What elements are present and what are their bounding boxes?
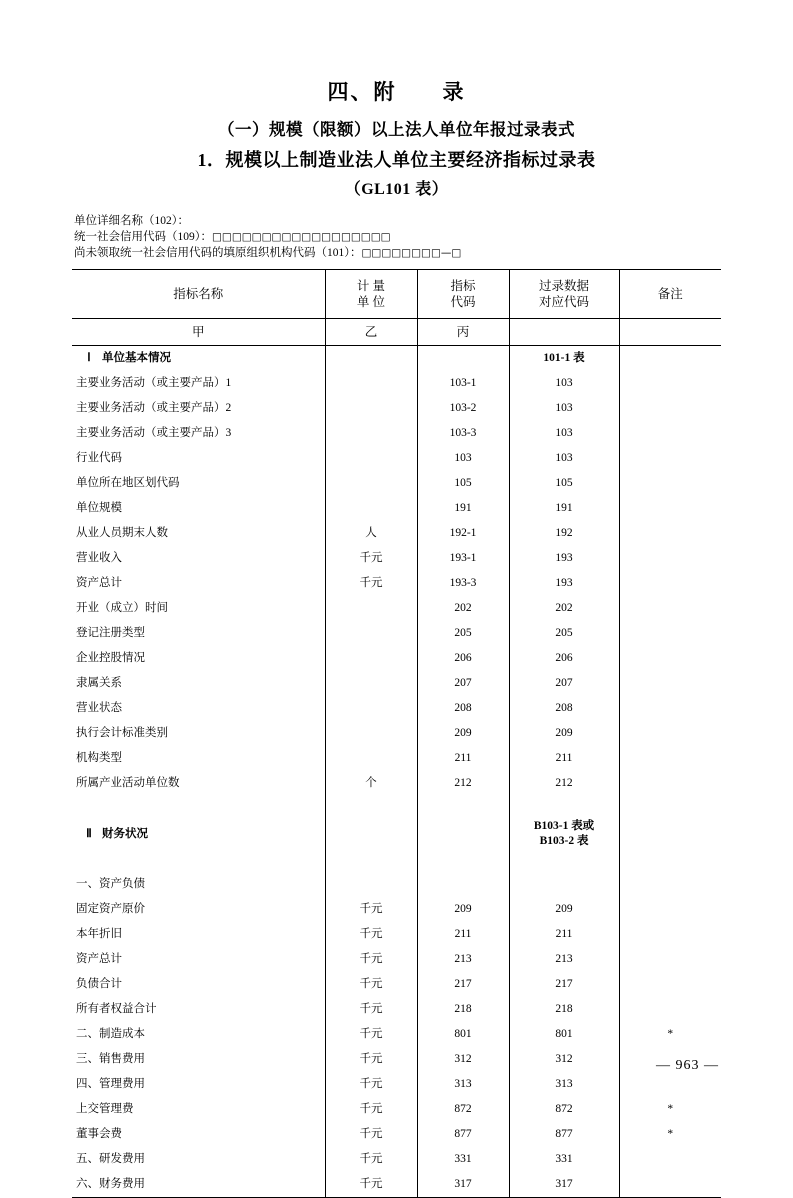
table-row	[72, 1047, 721, 1072]
row-note	[619, 746, 721, 771]
row-code: 217	[417, 972, 509, 997]
row-note	[619, 997, 721, 1022]
row-indicator-name: 本年折旧	[72, 922, 325, 947]
letter-cell: 乙	[325, 319, 417, 346]
table-row	[72, 922, 721, 947]
row-code: 205	[417, 621, 509, 646]
col-header-unit	[325, 270, 417, 319]
row-code: 206	[417, 646, 509, 671]
row-note	[619, 371, 721, 396]
row-mapping-code: 103	[509, 371, 619, 396]
row-mapping-code: 877	[509, 1122, 619, 1147]
row-indicator-name: 六、财务费用	[72, 1172, 325, 1198]
row-mapping-code: 207	[509, 671, 619, 696]
row-note	[619, 1147, 721, 1172]
row-code: 211	[417, 922, 509, 947]
row-unit	[325, 346, 417, 372]
row-unit	[325, 646, 417, 671]
row-note	[619, 972, 721, 997]
row-indicator-name: 资产总计	[72, 571, 325, 596]
row-code: 208	[417, 696, 509, 721]
row-unit	[325, 446, 417, 471]
row-unit	[325, 872, 417, 897]
row-note	[619, 721, 721, 746]
letter-cell: 丙	[417, 319, 509, 346]
row-note	[619, 521, 721, 546]
table-row	[72, 1172, 721, 1198]
org-code-boxes[interactable]: □□□□□□□□—□	[361, 247, 462, 259]
row-section-label: Ⅱ	[86, 827, 92, 840]
row-indicator-name: 主要业务活动（或主要产品）3	[72, 421, 325, 446]
table-body	[72, 319, 721, 1198]
row-indicator-name: 五、研发费用	[72, 1147, 325, 1172]
row-mapping-line: B103-1 表或	[533, 820, 595, 832]
row-section-text: 财务状况	[102, 827, 148, 840]
row-unit: 千元	[325, 1147, 417, 1172]
table-row	[72, 671, 721, 696]
row-unit	[325, 817, 417, 851]
table-row	[72, 997, 721, 1022]
row-note	[619, 421, 721, 446]
row-indicator-name: 隶属关系	[72, 671, 325, 696]
row-unit: 千元	[325, 922, 417, 947]
row-unit: 千元	[325, 1172, 417, 1198]
row-mapping-code: 331	[509, 1147, 619, 1172]
row-note	[619, 596, 721, 621]
row-code: 317	[417, 1172, 509, 1198]
row-note	[619, 396, 721, 421]
row-unit	[325, 746, 417, 771]
row-unit	[325, 596, 417, 621]
row-unit: 千元	[325, 1097, 417, 1122]
row-note	[619, 947, 721, 972]
row-mapping-code: 209	[509, 897, 619, 922]
row-mapping-code: 218	[509, 997, 619, 1022]
row-mapping-code: 872	[509, 1097, 619, 1122]
table-spacer-row	[72, 796, 721, 817]
row-unit: 人	[325, 521, 417, 546]
table-row	[72, 396, 721, 421]
col-header-indicator-name: 指标名称	[72, 270, 325, 319]
row-indicator-name: 上交管理费	[72, 1097, 325, 1122]
row-code: 202	[417, 596, 509, 621]
row-note	[619, 872, 721, 897]
row-indicator-name: 固定资产原价	[72, 897, 325, 922]
row-code	[417, 346, 509, 372]
row-code: 312	[417, 1047, 509, 1072]
table-row	[72, 721, 721, 746]
row-code: 193-1	[417, 546, 509, 571]
row-mapping-code: 217	[509, 972, 619, 997]
row-note	[619, 446, 721, 471]
row-mapping-code	[509, 817, 619, 851]
row-code: 209	[417, 721, 509, 746]
meta-line-unit-name: 单位详细名称（102）：	[74, 215, 189, 227]
table-row	[72, 471, 721, 496]
row-code: 218	[417, 997, 509, 1022]
row-note	[619, 671, 721, 696]
row-mapping-code: 202	[509, 596, 619, 621]
row-code: 192-1	[417, 521, 509, 546]
row-note	[619, 546, 721, 571]
row-unit: 千元	[325, 947, 417, 972]
row-note	[619, 496, 721, 521]
col-header-mapping-line1: 过录数据	[538, 279, 589, 293]
row-indicator-name: 从业人员期末人数	[72, 521, 325, 546]
row-code: 213	[417, 947, 509, 972]
row-indicator-name: 行业代码	[72, 446, 325, 471]
row-section-label: Ⅰ	[87, 352, 91, 364]
col-header-mapping-line2: 对应代码	[538, 295, 589, 309]
row-mapping-code: 191	[509, 496, 619, 521]
row-indicator-name: 一、资产负债	[72, 872, 325, 897]
col-header-note: 备注	[619, 270, 721, 319]
row-note	[619, 621, 721, 646]
table-row	[72, 872, 721, 897]
row-note	[619, 897, 721, 922]
row-mapping-code: 193	[509, 571, 619, 596]
table-row	[72, 496, 721, 521]
row-indicator-name: 主要业务活动（或主要产品）1	[72, 371, 325, 396]
row-mapping-code: 209	[509, 721, 619, 746]
page-title: 四、附 录	[327, 80, 466, 104]
row-note	[619, 922, 721, 947]
row-note	[619, 471, 721, 496]
row-indicator-name: 开业（成立）时间	[72, 596, 325, 621]
row-indicator-name: 四、管理费用	[72, 1072, 325, 1097]
credit-code-boxes[interactable]: □□□□□□□□□□□□□□□□□□	[212, 231, 391, 243]
row-unit: 千元	[325, 571, 417, 596]
table-row	[72, 546, 721, 571]
row-unit: 千元	[325, 1047, 417, 1072]
row-note: *	[619, 1097, 721, 1122]
row-unit	[325, 671, 417, 696]
row-unit	[325, 721, 417, 746]
row-unit: 千元	[325, 972, 417, 997]
row-code: 801	[417, 1022, 509, 1047]
row-indicator-name: 执行会计标准类别	[72, 721, 325, 746]
row-indicator-name: 主要业务活动（或主要产品）2	[72, 396, 325, 421]
table-row	[72, 947, 721, 972]
row-mapping-code: 103	[509, 446, 619, 471]
row-unit	[325, 496, 417, 521]
page-number: — 963 —	[656, 1058, 719, 1073]
row-indicator-name: 机构类型	[72, 746, 325, 771]
row-code: 103-1	[417, 371, 509, 396]
table-row	[72, 1122, 721, 1147]
row-mapping-code: 212	[509, 771, 619, 796]
row-indicator-name: 营业状态	[72, 696, 325, 721]
row-mapping-code: 101-1 表	[509, 346, 619, 372]
col-header-code-line1: 指标	[450, 279, 476, 293]
table-row	[72, 621, 721, 646]
indicator-table	[72, 269, 721, 1198]
table-row	[72, 446, 721, 471]
row-unit: 千元	[325, 546, 417, 571]
row-mapping-code: 211	[509, 922, 619, 947]
row-indicator-name: 所有者权益合计	[72, 997, 325, 1022]
row-code	[417, 817, 509, 851]
row-code: 103-3	[417, 421, 509, 446]
row-indicator-name: 负债合计	[72, 972, 325, 997]
row-indicator-name: 单位所在地区划代码	[72, 471, 325, 496]
row-mapping-code: 205	[509, 621, 619, 646]
row-code: 105	[417, 471, 509, 496]
col-header-unit-line2: 单 位	[356, 295, 386, 309]
row-note	[619, 346, 721, 372]
table-row	[72, 817, 721, 851]
table-row	[72, 371, 721, 396]
row-unit: 千元	[325, 1072, 417, 1097]
row-code: 872	[417, 1097, 509, 1122]
table-row	[72, 421, 721, 446]
row-note	[619, 696, 721, 721]
table-letter-row	[72, 319, 721, 346]
row-unit	[325, 621, 417, 646]
row-note	[619, 817, 721, 851]
org-code-label: 尚未领取统一社会信用代码的填原组织机构代码（101）：	[74, 247, 362, 259]
letter-cell: 甲	[72, 319, 325, 346]
col-header-code	[417, 270, 509, 319]
table-row	[72, 972, 721, 997]
row-mapping-code: 206	[509, 646, 619, 671]
table-row	[72, 521, 721, 546]
meta-line-org-code	[74, 245, 721, 261]
letter-cell	[619, 319, 721, 346]
table-spacer-row	[72, 851, 721, 872]
row-mapping-code: 193	[509, 546, 619, 571]
row-indicator-name: 三、销售费用	[72, 1047, 325, 1072]
table-row	[72, 1097, 721, 1122]
row-note	[619, 1172, 721, 1198]
row-note	[619, 646, 721, 671]
row-code: 193-3	[417, 571, 509, 596]
table-row	[72, 771, 721, 796]
row-note: *	[619, 1022, 721, 1047]
row-unit: 个	[325, 771, 417, 796]
row-code	[417, 872, 509, 897]
table-row	[72, 646, 721, 671]
row-section-text: 单位基本情况	[102, 352, 171, 364]
row-unit: 千元	[325, 897, 417, 922]
row-mapping-code: 313	[509, 1072, 619, 1097]
table-row	[72, 1147, 721, 1172]
row-note: *	[619, 1122, 721, 1147]
row-note	[619, 571, 721, 596]
row-code: 209	[417, 897, 509, 922]
row-mapping-code: 312	[509, 1047, 619, 1072]
row-code: 103-2	[417, 396, 509, 421]
row-mapping-code: 801	[509, 1022, 619, 1047]
row-mapping-code: 192	[509, 521, 619, 546]
row-note	[619, 771, 721, 796]
row-code: 103	[417, 446, 509, 471]
table-row	[72, 346, 721, 372]
row-indicator-name: 董事会费	[72, 1122, 325, 1147]
row-indicator-name: 资产总计	[72, 947, 325, 972]
meta-line-credit-code	[74, 229, 721, 245]
row-indicator-name	[72, 346, 325, 372]
row-code: 211	[417, 746, 509, 771]
col-header-code-line2: 代码	[450, 295, 476, 309]
row-indicator-name: 二、制造成本	[72, 1022, 325, 1047]
row-code: 212	[417, 771, 509, 796]
table-row	[72, 1072, 721, 1097]
row-indicator-name: 登记注册类型	[72, 621, 325, 646]
row-unit	[325, 421, 417, 446]
form-meta	[74, 213, 721, 261]
row-code: 331	[417, 1147, 509, 1172]
row-mapping-code: 208	[509, 696, 619, 721]
credit-code-label: 统一社会信用代码（109）：	[74, 231, 212, 243]
row-unit: 千元	[325, 1022, 417, 1047]
table-row	[72, 746, 721, 771]
row-unit	[325, 396, 417, 421]
row-mapping-code	[509, 872, 619, 897]
row-indicator-name: 企业控股情况	[72, 646, 325, 671]
row-mapping-code: 213	[509, 947, 619, 972]
table-row	[72, 696, 721, 721]
table-row	[72, 897, 721, 922]
col-header-unit-line1: 计 量	[356, 279, 386, 293]
row-mapping-code: 103	[509, 396, 619, 421]
table-row	[72, 1022, 721, 1047]
row-unit: 千元	[325, 1122, 417, 1147]
row-mapping-line: B103-2 表	[539, 835, 589, 847]
row-indicator-name: 单位规模	[72, 496, 325, 521]
row-code: 207	[417, 671, 509, 696]
row-unit	[325, 696, 417, 721]
row-mapping-code: 317	[509, 1172, 619, 1198]
row-code: 877	[417, 1122, 509, 1147]
row-code: 191	[417, 496, 509, 521]
subtitle-table-code: （GL101 表）	[344, 181, 449, 198]
row-mapping-code: 105	[509, 471, 619, 496]
subtitle-table-name: 1．规模以上制造业法人单位主要经济指标过录表	[197, 150, 596, 170]
table-row	[72, 596, 721, 621]
table-header-row	[72, 270, 721, 319]
letter-cell	[509, 319, 619, 346]
row-mapping-code: 103	[509, 421, 619, 446]
row-unit	[325, 471, 417, 496]
table-row	[72, 571, 721, 596]
row-indicator-name: 营业收入	[72, 546, 325, 571]
subtitle-section: （一）规模（限额）以上法人单位年报过录表式	[218, 120, 575, 139]
row-unit: 千元	[325, 997, 417, 1022]
row-note	[619, 1072, 721, 1097]
col-header-mapping-code	[509, 270, 619, 319]
row-mapping-code: 211	[509, 746, 619, 771]
row-unit	[325, 371, 417, 396]
row-indicator-name	[72, 817, 325, 851]
row-code: 313	[417, 1072, 509, 1097]
row-indicator-name: 所属产业活动单位数	[72, 771, 325, 796]
